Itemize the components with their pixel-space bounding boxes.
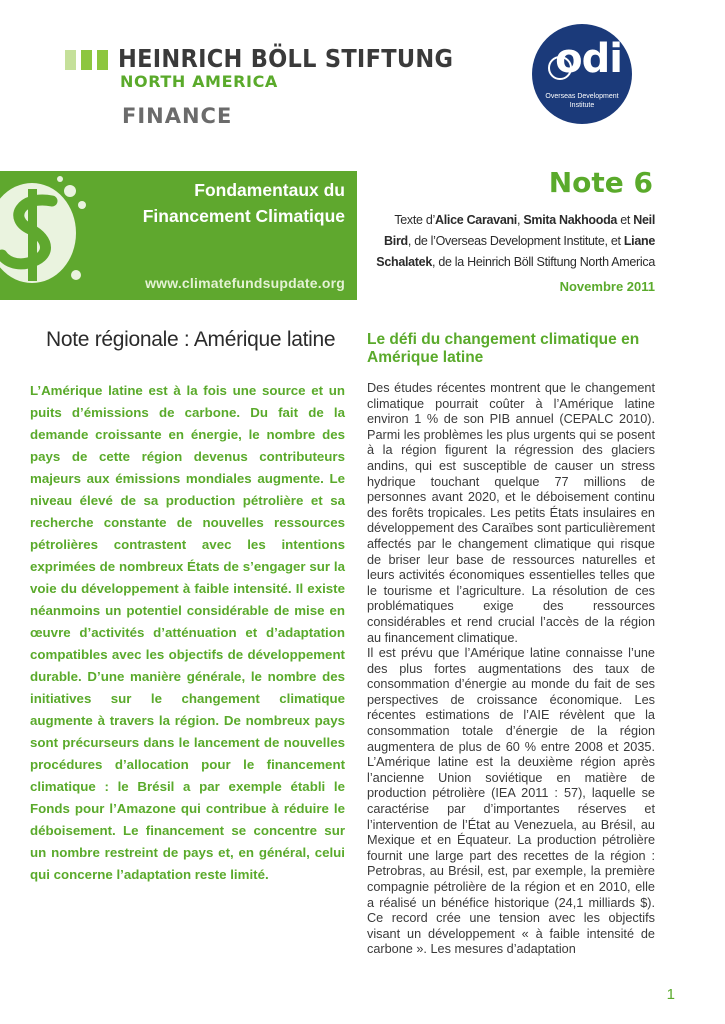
logo-square — [81, 50, 92, 70]
separator: , — [516, 213, 524, 227]
logo-square — [65, 50, 76, 70]
note-number: Note 6 — [548, 166, 653, 199]
odi-logo-text: odi — [555, 36, 622, 82]
banner-title-line: Financement Climatique — [142, 206, 345, 226]
org-region: NORTH AMERICA — [120, 72, 278, 91]
hbs-logo-squares — [65, 50, 109, 70]
author-name: Neil Bird — [384, 213, 655, 248]
affiliation: , de l’Overseas Development Institute, et — [407, 234, 624, 248]
authors-credit — [368, 210, 655, 273]
dollar-emblem-icon — [0, 171, 110, 300]
author-name: Alice Caravani — [435, 213, 517, 227]
note-date: Novembre 2011 — [559, 279, 655, 294]
summary-text: L’Amérique latine est à la fois une source et un puits d’émissions de carbone. Du fait de la demande croissante en énergie, le nombre des pays de cette région devenus contributeurs majeurs aux émissions mondiales augmente. Le niveau élevé de sa production pétrolière et sa recherche constante de nouvelles ressources pétrolières contrastent avec les intentions exprimées de nombreux États de s’engager sur la voie du développement à faible intensité. Il existe néanmoins un potentiel considérable de mise en œuvre d’activités d’atténuation et d’adaptation compatibles avec les objectifs de développement durable. D’une manière générale, le nombre des initiatives sur le changement climatique augmente à travers la région. De nombreux pays sont précurseurs dans le lancement de nouvelles procédures d’allocation pour le financement climatique : le Brésil a par exemple établi le Fonds pour l’Amazone qui contribue à réduire le déboisement. Le financement se concentre sur un nombre restreint de pays et, en général, celui qui concerne l’adaptation reste limité. — [30, 383, 345, 882]
regional-note-title: Note régionale : Amérique latine — [46, 328, 336, 351]
body-paragraph: Des études récentes montrent que le changement climatique pourrait coûter à l’Amérique latine environ 1 % de son PIB annuel (CEPALC 2010). Parmi les problèmes les plus urgents qui se posent à la région figurent la régression des glaciers andins, qui est susceptible de causer un stress hydrique touchant quelque 77 millions de personnes avant 2020, et le déboisement continu des forêts tropicales. Les petits États insulaires en développement des Caraïbes sont particulièrement affectés par le changement climatique qui risque de briser leur base de ressources naturelles et leurs activités économiques essentielles telles que le tourisme et l’agriculture. La résolution de ces problématiques exige des ressources considérables et rend crucial l’accès de la région au financement climatique. — [367, 381, 655, 645]
odi-logo-subtitle: Overseas Development Institute — [545, 93, 619, 109]
series-label: FINANCE — [122, 104, 233, 128]
author-name: Smita Nakhooda — [523, 213, 618, 227]
authors-prefix: Texte d’ — [394, 213, 436, 227]
author-name: Liane Schalatek — [376, 234, 655, 269]
website-link[interactable]: www.climatefundsupdate.org — [145, 275, 345, 291]
title-banner — [0, 171, 357, 300]
affiliation: , de la Heinrich Böll Stiftung North America — [431, 255, 655, 269]
logo-square — [97, 50, 108, 70]
body-paragraph: Il est prévu que l’Amérique latine connaisse l’une des plus fortes augmentations des taux de consommation d’énergie au monde du fait de ses perspectives de croissance économique. Les récentes estimations de l’AIE révèlent que la consommation totale d’énergie de la région augmentera de plus de 60 % entre 2008 et 2035. L’Amérique latine est la deuxième région après l’ancienne Union soviétique en matière de production pétrolière (IEA 2011 : 57), laquelle se caractérise par d’importantes réserves et l’intervention de l’État au Venezuela, au Brésil, au Mexique et en Équateur. La production pétrolière fournit une large part des recettes de la région : Petrobras, au Brésil, est, par exemple, la première compagnie pétrolière de la région et en 2010, elle a réalisé un bénéfice historique (24,1 milliards $). Ce record crée une tension avec les objectifs visant un développement « à faible intensité de carbone ». Les mesures d’adaptation — [367, 646, 655, 957]
section-heading: Le défi du changement climatique en Amérique latine — [367, 331, 640, 366]
page-number: 1 — [666, 986, 675, 1003]
banner-title — [105, 177, 345, 229]
banner-title-line: Fondamentaux du — [194, 180, 345, 200]
separator: et — [617, 213, 634, 227]
org-name: HEINRICH BÖLL STIFTUNG — [118, 44, 454, 73]
